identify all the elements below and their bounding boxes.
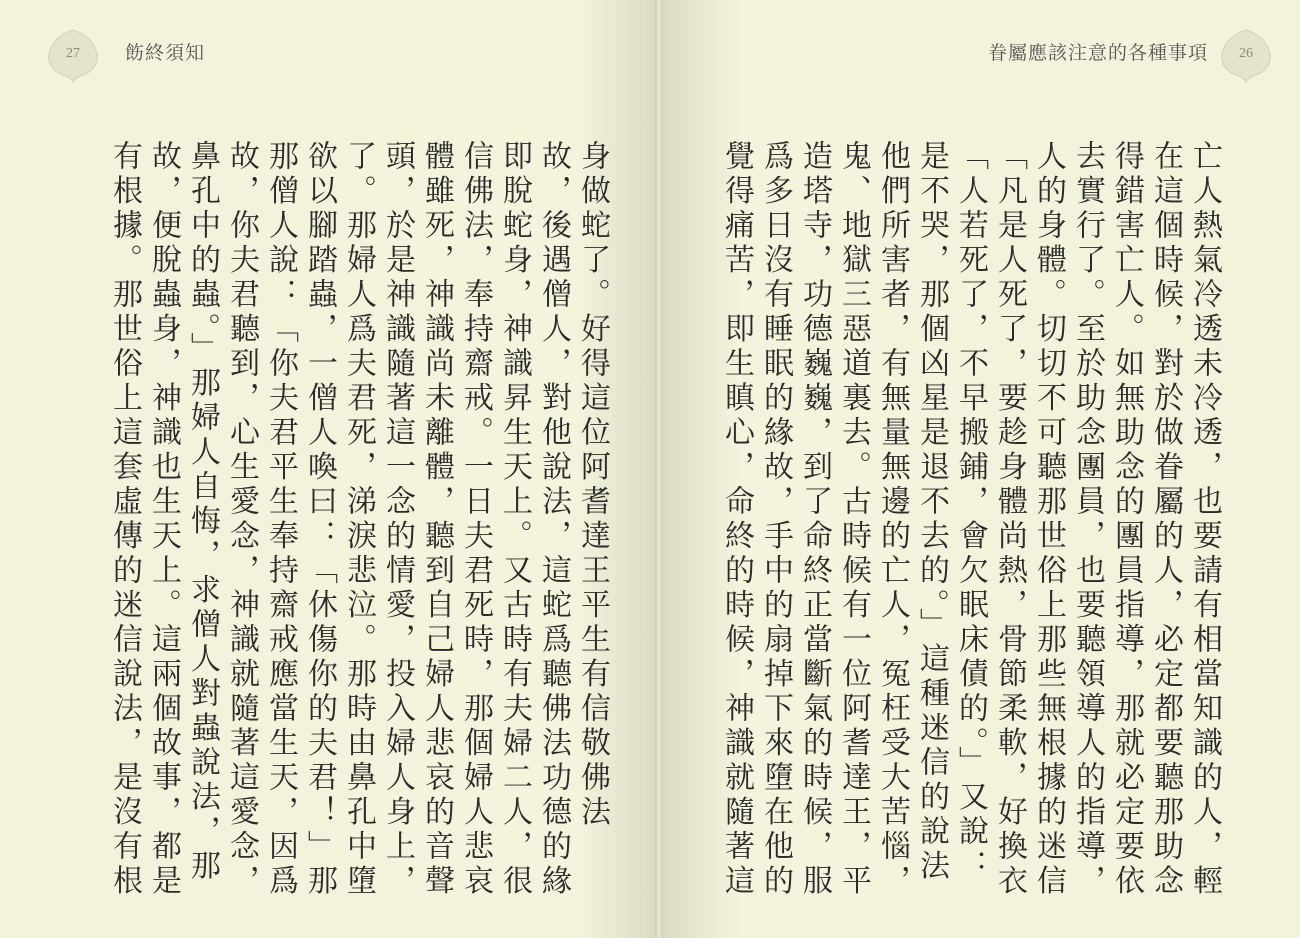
- left-page-text-column: 頭，於是神識隨著這一念的情愛，投入婦人身上，: [380, 140, 415, 899]
- right-page-text-column: 亡人熱氣冷透未冷透，也要請有相當知識的人，輕: [1187, 140, 1222, 899]
- left-page-header: 飭終須知: [125, 42, 206, 64]
- left-page-text-column: 有根據。那世俗上這套虛傳的迷信說法，是沒有根: [107, 140, 142, 899]
- right-page-text-column: 「凡是人死了，要趁身體尚熱，骨節柔軟，好換衣: [992, 140, 1027, 899]
- left-page-text-column: 故，便脫蟲身，神識也生天上。這兩個故事，都是: [146, 140, 181, 899]
- left-page-text-column: 故，後遇僧人，對他說法，這蛇爲聽佛法功德的緣: [536, 140, 571, 899]
- left-page-text-column: 身做蛇了。好得這位阿耆達王平生有信敬佛法: [575, 140, 610, 830]
- right-page-text-column: 造塔寺，功德巍巍，到了命終正當斷氣的時候，服: [797, 140, 832, 899]
- right-page: [663, 0, 1300, 938]
- right-page-text-column: 人的身體。切切不可聽那世俗上那些無根據的迷信: [1031, 140, 1066, 899]
- right-page-text-column: 他們所害者，有無量無邊的亡人，冤枉受大苦惱，: [875, 140, 910, 899]
- left-page-text-column: 那僧人說：「你夫君平生奉持齋戒應當生天，因爲: [263, 140, 298, 899]
- left-page-text-column: 信佛法，奉持齋戒。一日夫君死時，那個婦人悲哀: [458, 140, 493, 899]
- right-page-header: 眷屬應該注意的各種事項: [988, 42, 1209, 64]
- left-page-text-column: 即脫蛇身，神識昇生天上。又古時有夫婦二人，很: [497, 140, 532, 899]
- right-page-text-column: 去實行了。至於助念團員，也要聽領導人的指導，: [1070, 140, 1105, 899]
- right-page-text-column: 得錯害亡人。如無助念的團員指導，那就必定要依: [1109, 140, 1144, 899]
- left-page-body: [105, 140, 612, 900]
- left-page-number-leaf-icon: [42, 28, 104, 84]
- left-page-text-column: 體雖死，神識尚未離體，聽到自己婦人悲哀的音聲: [419, 140, 454, 899]
- book-gutter: [655, 0, 663, 938]
- right-page-text-column: 爲多日沒有睡眠的緣故，手中的扇掉下來墮在他的: [758, 140, 793, 899]
- left-page-text-column: 了。那婦人爲夫君死，涕淚悲泣。那時由鼻孔中墮: [341, 140, 376, 899]
- left-page-text-column: 欲以腳踏蟲，一僧人喚曰：「休傷你的夫君！」那: [302, 140, 337, 899]
- right-page-text-column: 是不哭，那個凶星是退不去的。」這種迷信的說法: [914, 140, 949, 884]
- right-page-text-column: 「人若死了，不早搬鋪，會欠眠床債的。」又說：: [953, 140, 988, 884]
- right-page-number: 26: [1239, 46, 1253, 61]
- left-page-text-column: 鼻孔中的蟲。」那婦人自悔，求僧人對蟲說法，那: [185, 140, 220, 884]
- left-page-text-column: 故，你夫君聽到，心生愛念，神識就隨著這愛念，: [224, 140, 259, 899]
- right-page-body: [717, 140, 1224, 900]
- right-page-text-column: 鬼、地獄三惡道裏去。古時候有一位阿耆達王，平: [836, 140, 871, 899]
- right-page-number-leaf-icon: [1215, 28, 1277, 84]
- right-page-text-column: 覺得痛苦，即生瞋心，命終的時候，神識就隨著這: [719, 140, 754, 899]
- right-page-text-column: 在這個時候，對於做眷屬的人，必定都要聽那助念: [1148, 140, 1183, 899]
- left-page-number: 27: [66, 46, 80, 61]
